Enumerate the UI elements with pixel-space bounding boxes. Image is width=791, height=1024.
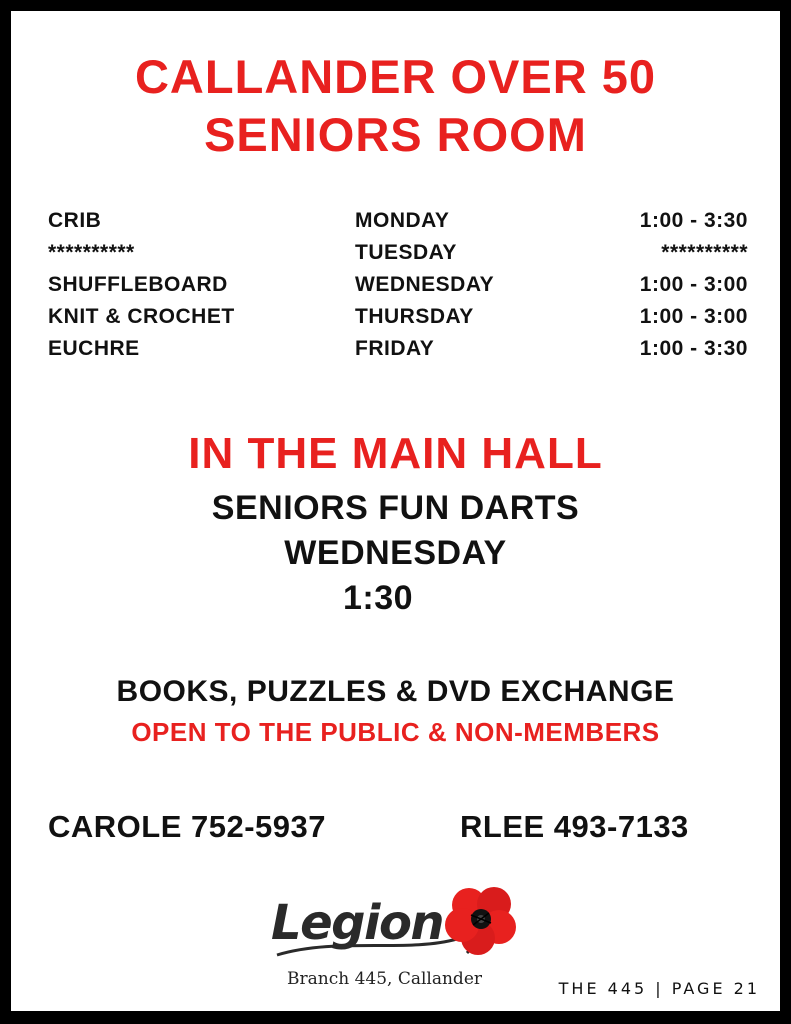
day-cell: TUESDAY — [355, 241, 457, 264]
main-hall-day: WEDNESDAY — [284, 534, 507, 572]
exchange-heading: BOOKS, PUZZLES & DVD EXCHANGE — [116, 675, 675, 708]
legion-wordmark: Legion — [271, 895, 444, 951]
main-hall-event: SENIORS FUN DARTS — [211, 489, 580, 527]
page-footer: THE 445 | PAGE 21 — [558, 979, 760, 998]
flyer-page — [11, 11, 780, 1011]
activity-cell: ********** — [48, 241, 135, 264]
activity-cell: KNIT & CROCHET — [48, 305, 235, 328]
time-cell: 1:00 - 3:30 — [639, 337, 748, 360]
day-cell: WEDNESDAY — [355, 273, 495, 296]
time-cell: ********** — [661, 241, 748, 264]
day-cell: THURSDAY — [355, 305, 474, 328]
activity-cell: CRIB — [48, 209, 102, 232]
time-cell: 1:00 - 3:00 — [639, 305, 748, 328]
day-cell: MONDAY — [355, 209, 450, 232]
title-line-2: SENIORS ROOM — [204, 108, 587, 161]
poppy-icon — [267, 873, 527, 973]
time-cell: 1:00 - 3:30 — [639, 209, 748, 232]
contact-rlee: RLEE 493-7133 — [460, 809, 689, 844]
title-line-1: CALLANDER OVER 50 — [134, 50, 656, 103]
schedule-row — [48, 241, 748, 273]
time-cell: 1:00 - 3:00 — [639, 273, 748, 296]
schedule-table — [48, 209, 748, 369]
main-hall-heading: IN THE MAIN HALL — [188, 429, 603, 478]
legion-logo — [267, 873, 527, 989]
schedule-row — [48, 273, 748, 305]
activity-cell: SHUFFLEBOARD — [48, 273, 228, 296]
branch-label: Branch 445, Callander — [287, 969, 483, 989]
contact-carole: CAROLE 752-5937 — [48, 809, 327, 844]
day-cell: FRIDAY — [355, 337, 435, 360]
activity-cell: EUCHRE — [48, 337, 140, 360]
main-hall-time: 1:30 — [343, 579, 414, 617]
schedule-row — [48, 209, 748, 241]
schedule-row — [48, 337, 748, 369]
exchange-note: OPEN TO THE PUBLIC & NON-MEMBERS — [131, 717, 660, 747]
schedule-row — [48, 305, 748, 337]
